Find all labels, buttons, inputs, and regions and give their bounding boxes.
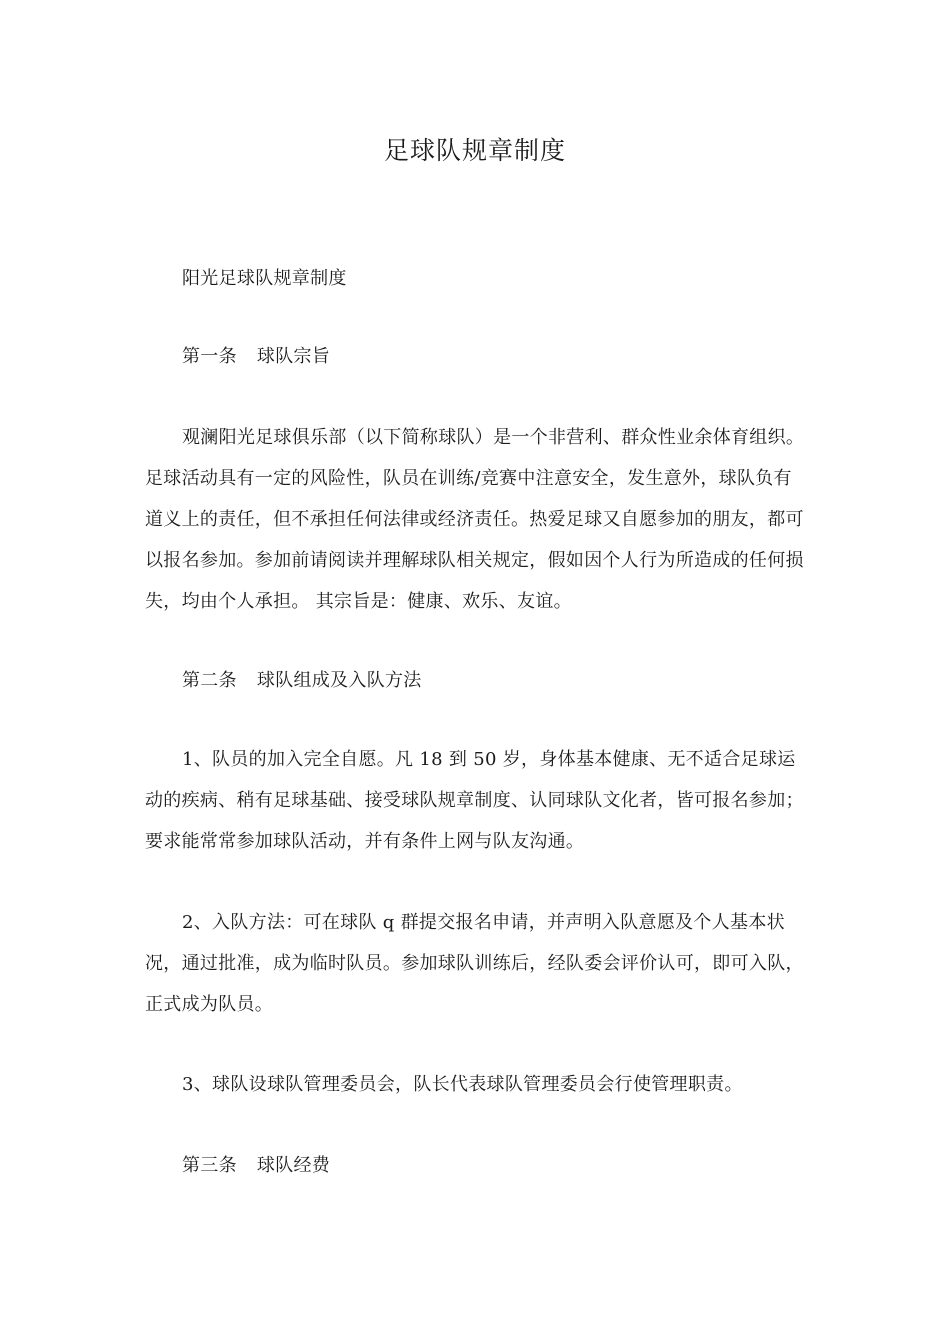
article2-item-3 bbox=[145, 1064, 810, 1105]
subtitle-text: 阳光足球队规章制度 bbox=[182, 268, 347, 289]
article1-heading bbox=[145, 336, 810, 377]
article3-heading bbox=[145, 1145, 810, 1186]
article2-title: 球队组成及入队方法 bbox=[256, 670, 422, 691]
article2-item-text: 2、入队方法：可在球队 q 群提交报名申请，并声明入队意愿及个人基本状况，通过批准，成为临时队员。参加球队训练后，经队委会评价认可，即可入队，正式成为队员。 bbox=[145, 912, 804, 1015]
document-subtitle bbox=[145, 258, 810, 299]
article3-number: 第三条 bbox=[182, 1155, 237, 1176]
article2-heading bbox=[145, 660, 810, 701]
article3-title: 球队经费 bbox=[256, 1155, 331, 1176]
article2-item-2 bbox=[145, 902, 810, 1025]
article2-number: 第二条 bbox=[182, 670, 237, 691]
article1-paragraph: 观澜阳光足球俱乐部（以下简称球队）是一个非营利、群众性业余体育组织。 足球活动具有一定的风险性，队员在训练/竞赛中注意安全，发生意外，球队负有道义上的责任，但不承担任何法律或经济责任。热爱足球又自愿参加的朋友，都可以报名参加。参加前请阅读并理解球队相关规定，假如因个人行为所造成的任何损失，均由个人承担。 其宗旨是：健康、欢乐、友谊。 bbox=[145, 427, 805, 612]
article1-body bbox=[145, 417, 810, 622]
article2-item-text: 3、球队设球队管理委员会，队长代表球队管理委员会行使管理职责。 bbox=[182, 1074, 743, 1095]
article2-item-1 bbox=[145, 739, 810, 862]
article1-title: 球队宗旨 bbox=[256, 346, 331, 367]
document-title: 足球队规章制度 bbox=[383, 136, 566, 165]
article2-item-text: 1、队员的加入完全自愿。凡 18 到 50 岁，身体基本健康、无不适合足球运动的疾病、稍有足球基础、接受球队规章制度、认同球队文化者，皆可报名参加；要求能常常参加球队活动，并有条件上网与队友沟通。 bbox=[145, 749, 804, 852]
article1-number: 第一条 bbox=[182, 346, 237, 367]
